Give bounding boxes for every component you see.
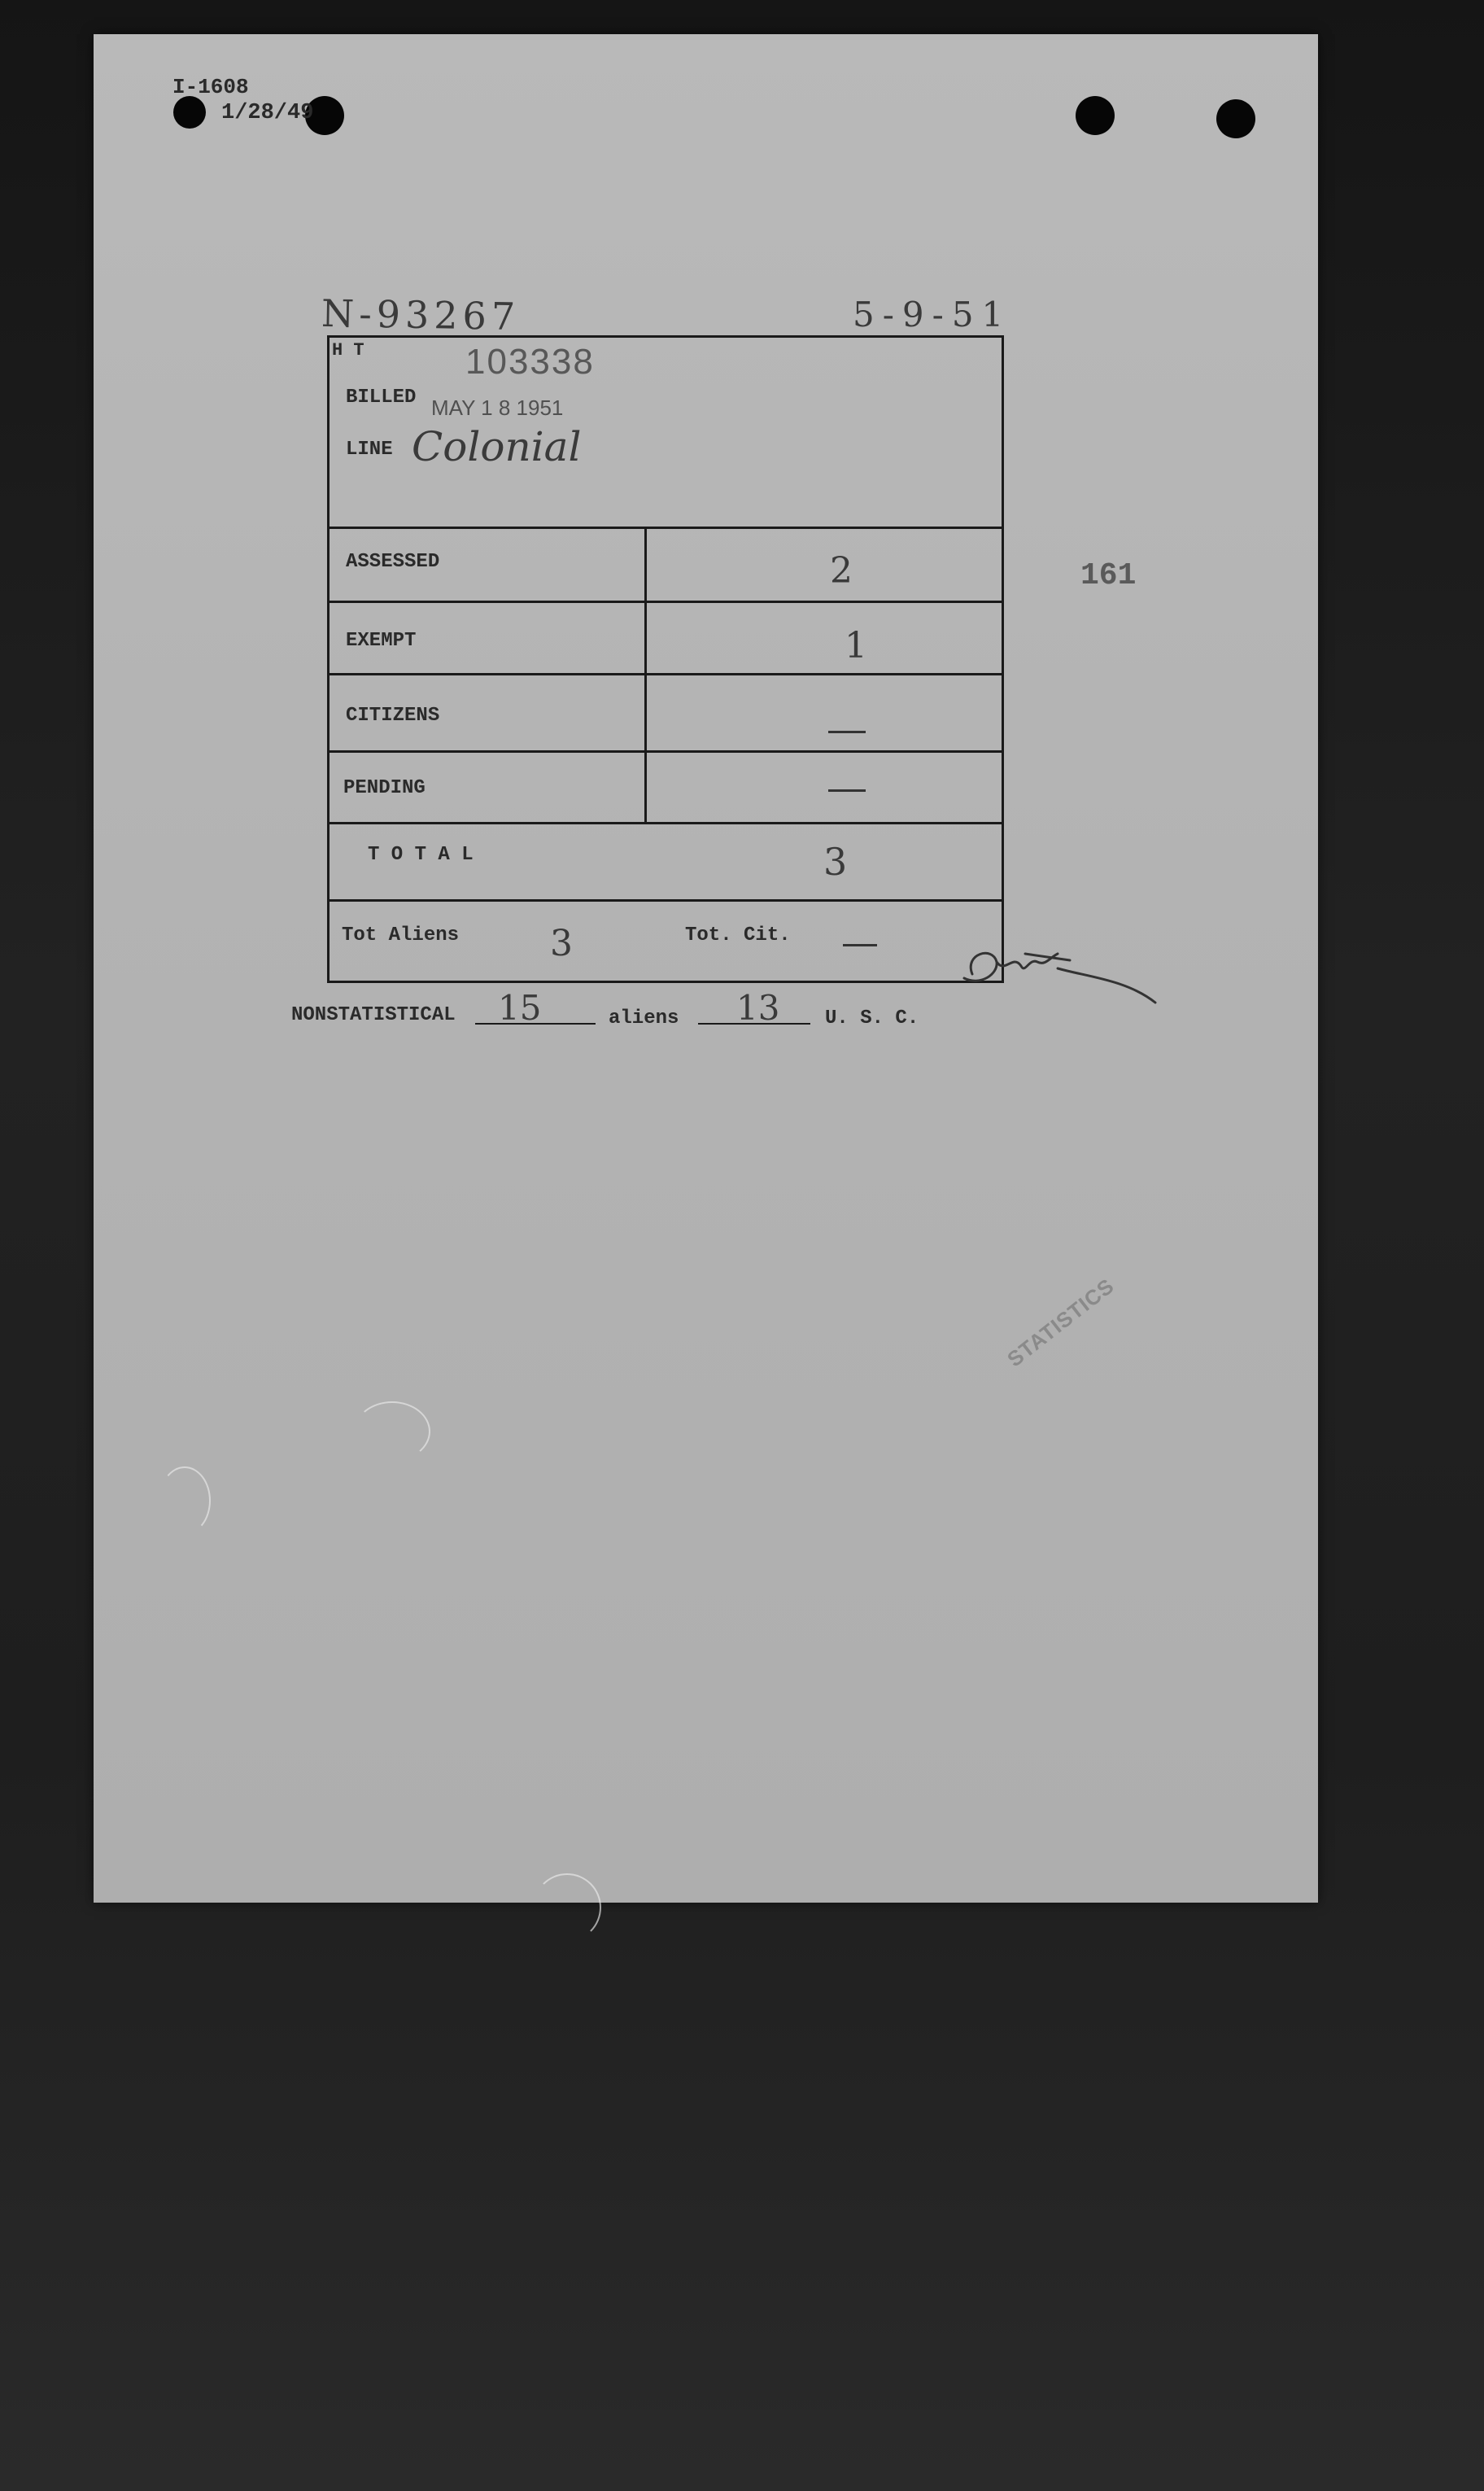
punch-hole-right (1216, 99, 1255, 138)
header-date: 5-9-51 (853, 295, 1012, 334)
form-divider (327, 673, 1004, 675)
ht-number: 103338 (465, 342, 595, 382)
form-divider (327, 527, 1004, 529)
paper-scratch (533, 1873, 601, 1942)
tot-aliens-value: 3 (550, 923, 573, 964)
total-value: 3 (823, 840, 848, 884)
tot-cit-value (843, 944, 877, 946)
ht-label: H T (332, 340, 364, 361)
punch-hole-corner (173, 96, 206, 129)
form-date: 1/28/49 (221, 101, 314, 125)
citizens-label: CITIZENS (346, 705, 440, 727)
exempt-label: EXEMPT (346, 630, 417, 652)
line-value: Colonial (412, 423, 582, 470)
usc-label: U. S. C. (825, 1007, 919, 1029)
form-divider (327, 601, 1004, 603)
form-divider (327, 750, 1004, 753)
page-number: 161 (1080, 558, 1137, 593)
pending-label: PENDING (343, 777, 426, 799)
assessed-label: ASSESSED (346, 551, 440, 573)
form-divider (327, 822, 1004, 824)
form-column-divider (644, 527, 647, 822)
line-label: LINE (346, 439, 393, 461)
tot-cit-label: Tot. Cit. (685, 924, 791, 946)
file-number: N-93267 (321, 291, 521, 339)
paper-scratch (159, 1466, 211, 1535)
nonstatistical-label: NONSTATISTICAL (291, 1004, 456, 1026)
nonstatistical-usc-value: 13 (736, 988, 780, 1028)
form-divider (327, 899, 1004, 902)
exempt-value: 1 (845, 625, 867, 666)
total-label: T O T A L (368, 844, 474, 866)
tot-aliens-label: Tot Aliens (342, 924, 460, 946)
nonstatistical-aliens-value: 15 (498, 988, 542, 1028)
form-number: I-1608 (172, 75, 249, 99)
paper-scratch (354, 1401, 430, 1462)
pending-value (828, 789, 866, 792)
citizens-value (828, 731, 866, 733)
assessed-value: 2 (830, 550, 853, 592)
billed-label: BILLED (346, 387, 417, 409)
initials-signature (948, 929, 1163, 1011)
billed-date: MAY 1 8 1951 (431, 396, 564, 420)
aliens-label: aliens (609, 1007, 679, 1029)
statistics-stamp: STATISTICS (1002, 1273, 1120, 1372)
punch-hole-middle (1076, 96, 1115, 135)
